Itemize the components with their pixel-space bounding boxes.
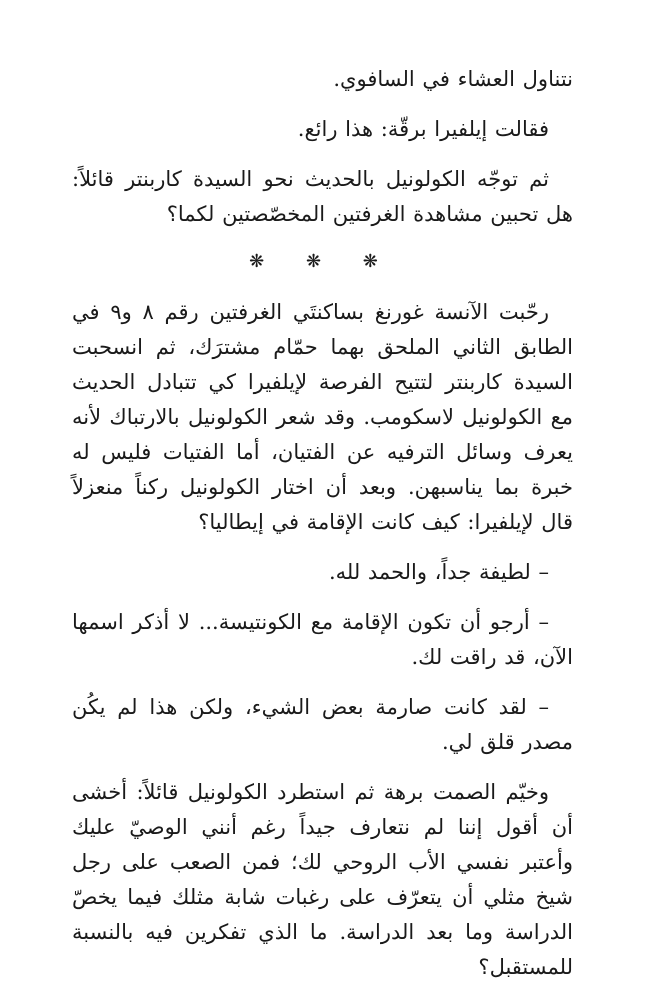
dialogue-line-3: – لقد كانت صارمة بعض الشيء، ولكن هذا لم يكُن مصدر قلق لي. [72, 695, 573, 754]
paragraph-future: وخيّم الصمت برهة ثم استطرد الكولونيل قائلاً: أخشى أن أقول إننا لم نتعارف جيداً رغم أنني الوصيّ عليك وأعتبر نفسي الأب الروحي لك؛ فمن الصعب على رجل شيخ مثلي أن يتعرّف على رغبات شابة مثلك فيما يخصّ الدراسة وما بعد الدراسة. ما الذي تفكرين فيه بالنسبة للمستقبل؟ [72, 780, 573, 979]
section-separator: ❋ ❋ ❋ [249, 251, 396, 272]
paragraph-rooms: رحّبت الآنسة غورنغ بساكنتَي الغرفتين رقم ٨ و٩ في الطابق الثاني الملحق بهما حمّام مشترَك، ثم انسحبت السيدة كاربنتر لتتيح الفرصة لإيلفيرا كي تتبادل الحديث مع الكولونيل لاسكومب. وقد شعر الكولونيل بالارتباك لأنه يعرف وسائل الترفيه عن الفتيان، أما الفتيات فليس له خبرة بما يناسبهن. وبعد أن اختار الكولونيل ركناً منعزلاً قال لإيلفيرا: كيف كانت الإقامة في إيطاليا؟ [72, 300, 573, 534]
paragraph-elvira-reply: فقالت إيلفيرا برقّة: هذا رائع. [297, 117, 549, 141]
paragraph-colonel-question: ثم توجّه الكولونيل بالحديث نحو السيدة كاربنتر قائلاً: هل تحبين مشاهدة الغرفتين المخصّصتين لكما؟ [72, 167, 573, 226]
paragraph-dinner: نتناول العشاء في السافوي. [333, 67, 573, 91]
dialogue-line-2: – أرجو أن تكون الإقامة مع الكونتيسة... لا أذكر اسمها الآن، قد راقت لك. [72, 610, 573, 669]
dialogue-line-1: – لطيفة جداً، والحمد لله. [328, 560, 549, 584]
